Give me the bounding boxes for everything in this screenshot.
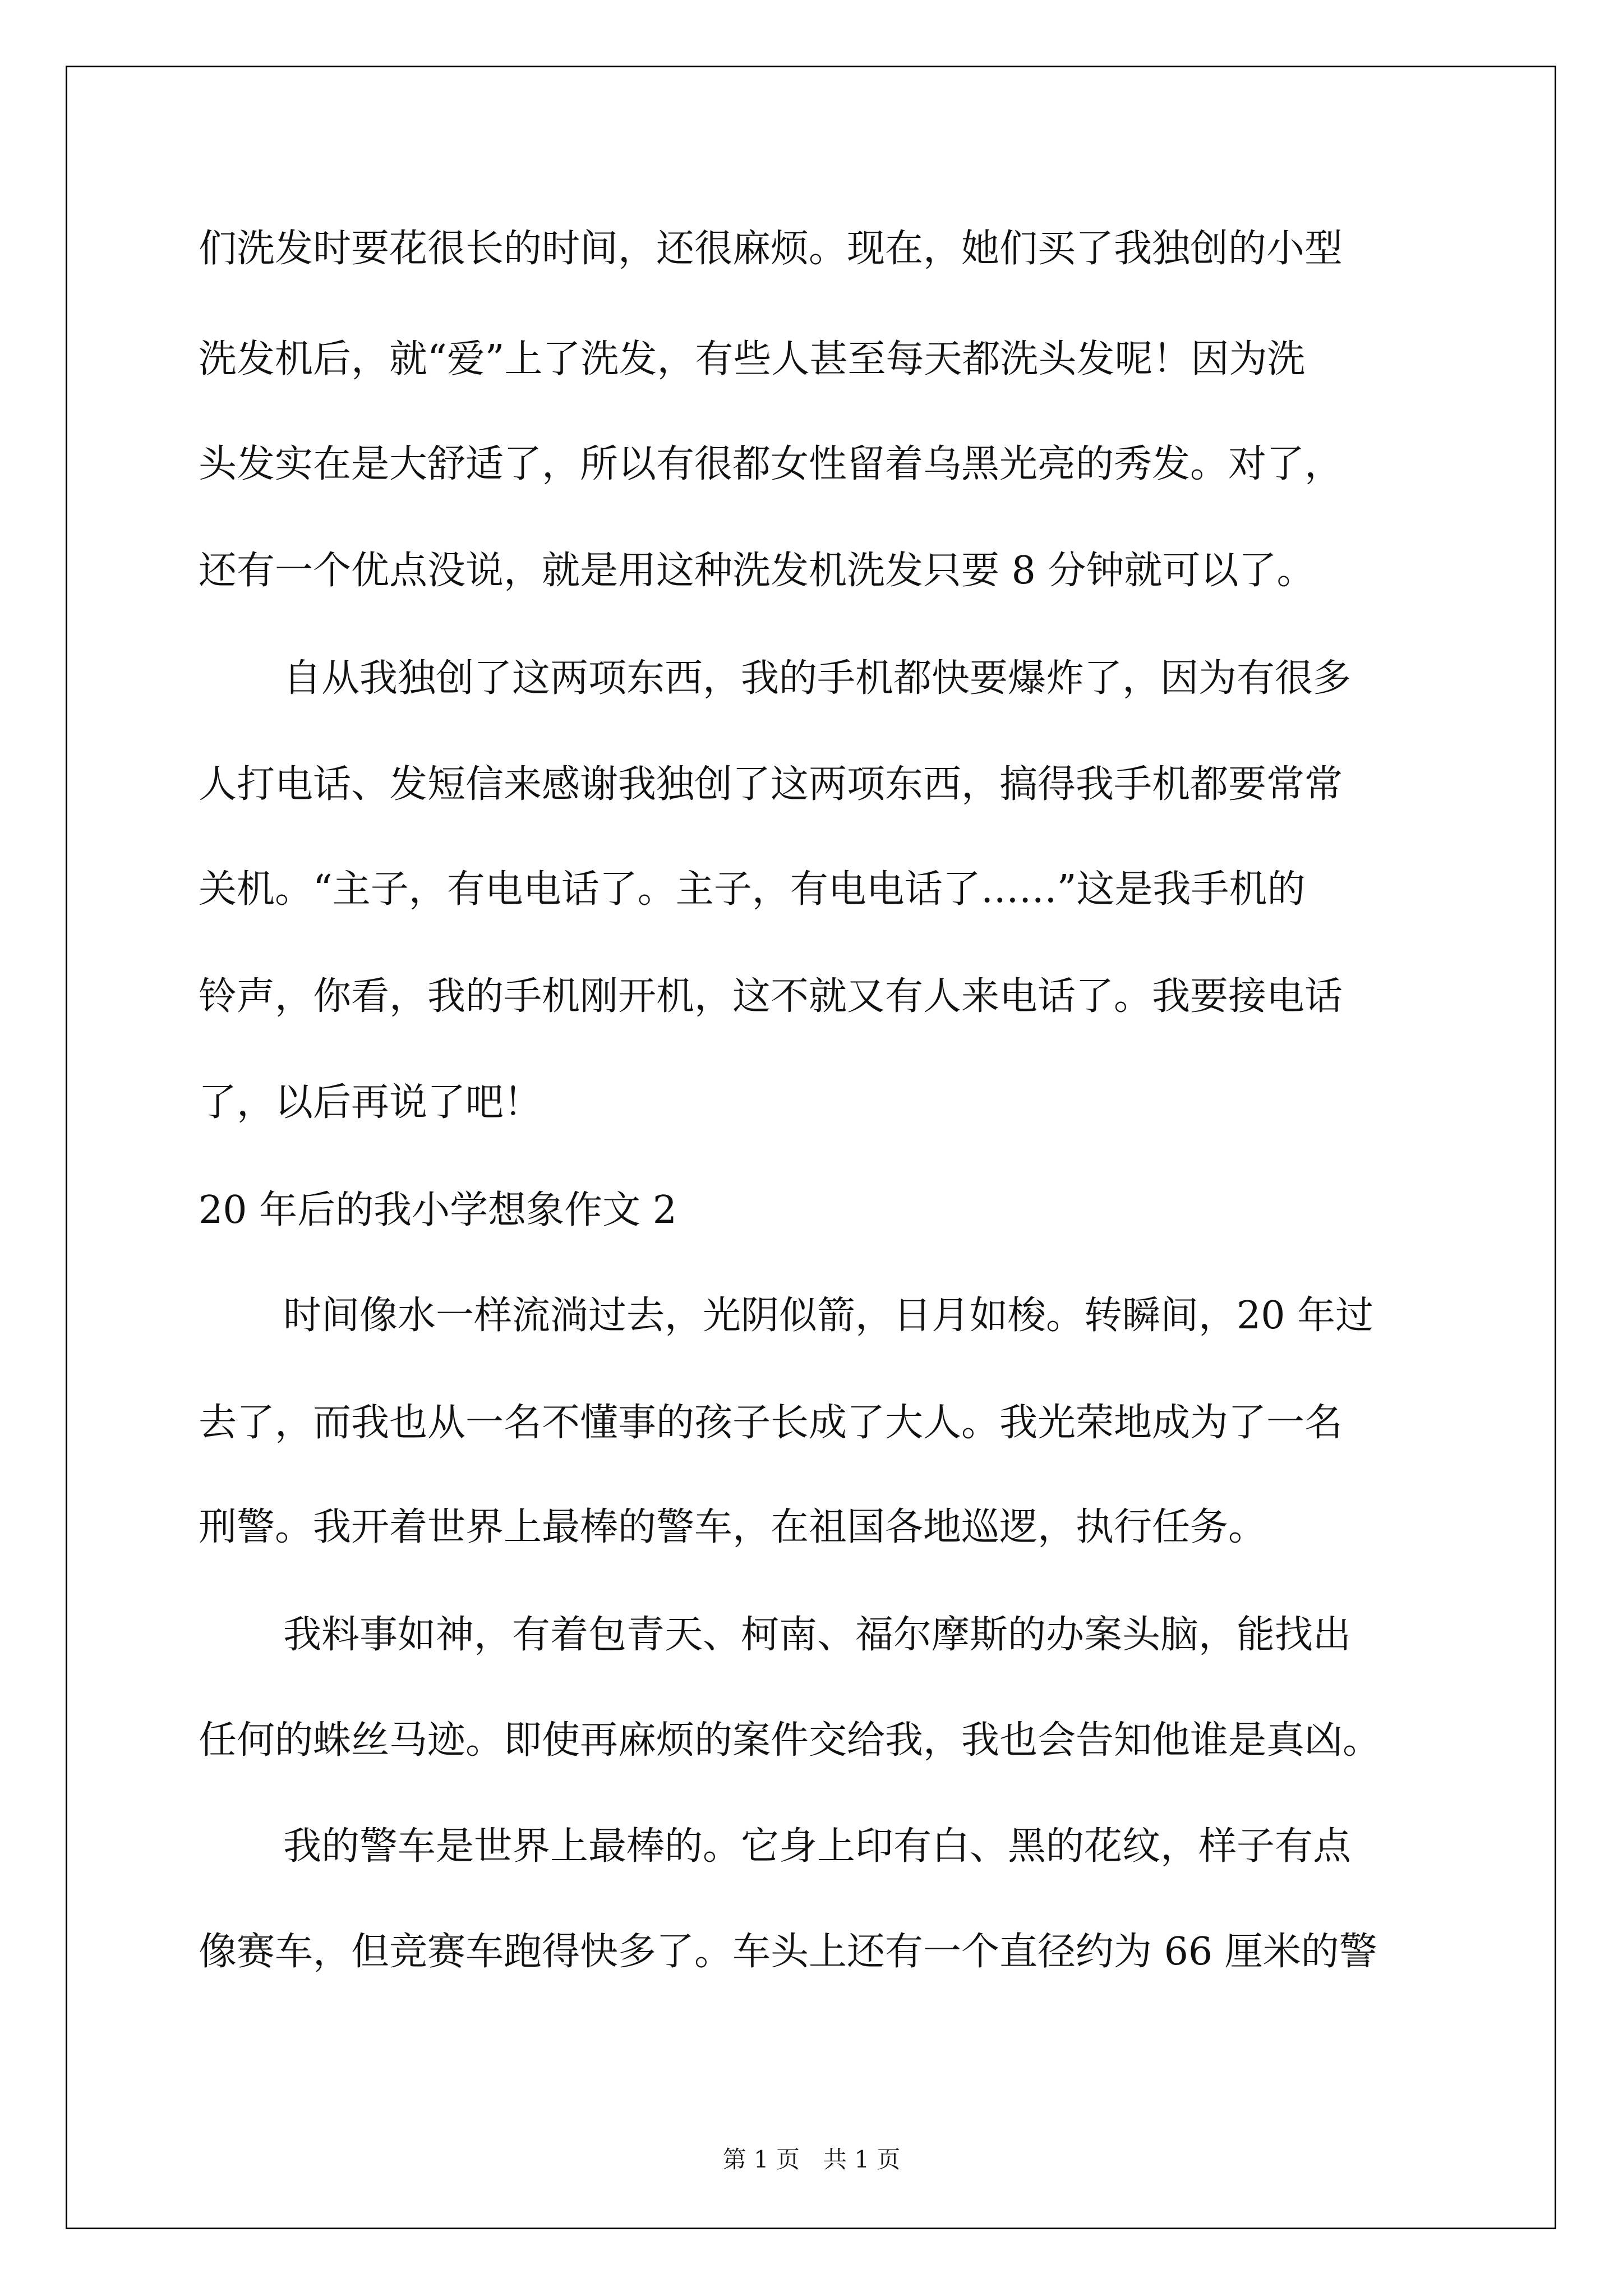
text-line: 时间像水一样流淌过去，光阴似箭，日月如梭。转瞬间，20 年过 [283, 1294, 1374, 1338]
text-line: 刑警。我开着世界上最棒的警车，在祖国各地巡逻，执行任务。 [199, 1505, 1267, 1549]
text-line: 头发实在是大舒适了，所以有很都女性留着乌黑光亮的秀发。对了， [199, 442, 1343, 486]
page-number-footer: 第 1 页 共 1 页 [722, 2146, 901, 2173]
text-line: 去了，而我也从一名不懂事的孩子长成了大人。我光荣地成为了一名 [199, 1401, 1343, 1445]
text-line: 像赛车，但竞赛车跑得快多了。车头上还有一个直径约为 66 厘米的警 [199, 1930, 1377, 1974]
text-line: 还有一个优点没说，就是用这种洗发机洗发只要 8 分钟就可以了。 [199, 549, 1315, 593]
text-line: 们洗发时要花很长的时间，还很麻烦。现在，她们买了我独创的小型 [199, 227, 1343, 271]
text-line: 人打电话、发短信来感谢我独创了这两项东西，搞得我手机都要常常 [199, 762, 1343, 807]
text-line: 了，以后再说了吧！ [199, 1080, 542, 1125]
page-border [66, 66, 1556, 2229]
section-heading: 20 年后的我小学想象作文 2 [199, 1188, 677, 1232]
text-line: 我的警车是世界上最棒的。它身上印有白、黑的花纹，样子有点 [283, 1824, 1352, 1869]
text-line: 关机。“主子，有电电话了。主子，有电电话了……”这是我手机的 [199, 867, 1306, 912]
text-line: 铃声，你看，我的手机刚开机，这不就又有人来电话了。我要接电话 [199, 974, 1343, 1019]
text-line: 洗发机后，就“爱”上了洗发，有些人甚至每天都洗头发呢！因为洗 [199, 337, 1306, 381]
text-line: 任何的蛛丝马迹。即使再麻烦的案件交给我，我也会告知他谁是真凶。 [199, 1718, 1381, 1763]
text-line: 我料事如神，有着包青天、柯南、福尔摩斯的办案头脑，能找出 [283, 1613, 1352, 1657]
text-line: 自从我独创了这两项东西，我的手机都快要爆炸了，因为有很多 [283, 656, 1352, 701]
